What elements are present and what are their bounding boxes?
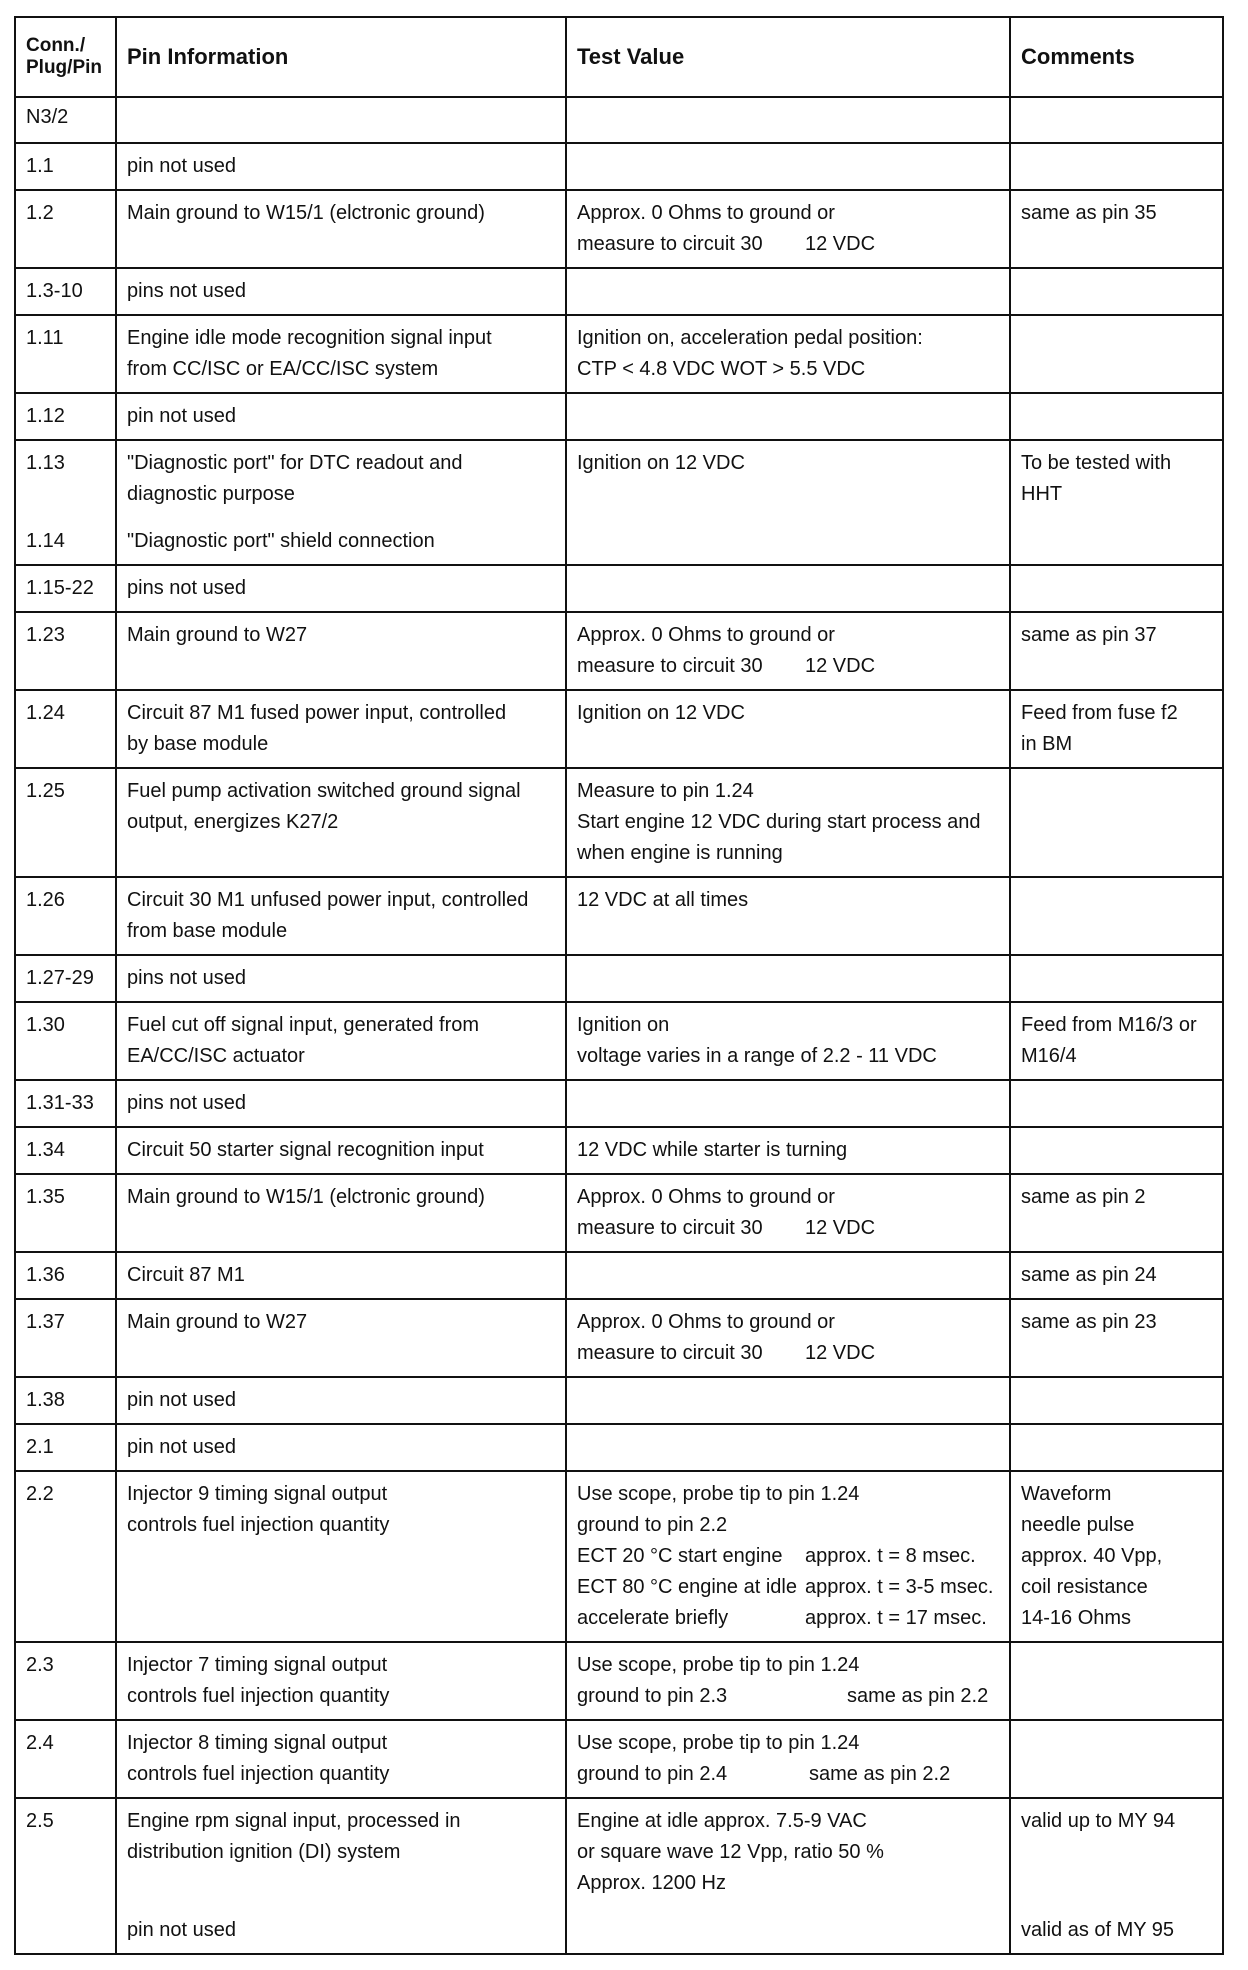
test-value: approx. t = 17 msec. — [805, 1607, 987, 1629]
pin-cell — [116, 1720, 566, 1798]
comments-cell — [1010, 565, 1223, 612]
pin-line: pin not used — [127, 1919, 236, 1941]
test-value: 12 VDC — [805, 1342, 876, 1364]
test-line: measure to circuit 30 — [577, 1342, 763, 1364]
comments-cell — [1010, 143, 1223, 190]
comment-line: same as pin 37 — [1021, 624, 1157, 646]
pin-cell — [116, 97, 566, 143]
test-line: measure to circuit 30 — [577, 655, 763, 677]
pin-line: Main ground to W15/1 (elctronic ground) — [127, 202, 485, 224]
comments-cell — [1010, 1798, 1223, 1954]
test-line: Approx. 0 Ohms to ground or — [577, 202, 835, 224]
table-row — [15, 1377, 1223, 1424]
test-line: ground to pin 2.4 — [577, 1763, 728, 1785]
conn-cell: 1.38 — [15, 1377, 116, 1424]
comments-cell — [1010, 1299, 1223, 1377]
conn-cell: 1.31-33 — [15, 1080, 116, 1127]
table-row — [15, 1424, 1223, 1471]
test-cell — [566, 315, 1010, 393]
pin-cell — [116, 268, 566, 315]
test-cell — [566, 565, 1010, 612]
header-conn: Conn./ Plug/Pin — [15, 17, 116, 97]
conn-line: 1.14 — [26, 530, 65, 552]
test-value: approx. t = 8 msec. — [805, 1545, 976, 1567]
comment-line: Waveform — [1021, 1483, 1112, 1505]
pin-line: Main ground to W15/1 (elctronic ground) — [127, 1186, 485, 1208]
test-cell — [566, 393, 1010, 440]
test-line: ground to pin 2.3 — [577, 1685, 728, 1707]
comments-cell — [1010, 1471, 1223, 1642]
pin-line: controls fuel injection quantity — [127, 1763, 390, 1785]
pin-line: pin not used — [127, 1436, 236, 1458]
pin-cell — [116, 768, 566, 877]
table-row — [15, 612, 1223, 690]
comment-line: valid as of MY 95 — [1021, 1919, 1175, 1941]
header-test-value: Test Value — [566, 17, 1010, 97]
comment-line: Feed from fuse f2 — [1021, 702, 1178, 724]
conn-cell: 2.2 — [15, 1471, 116, 1642]
conn-cell: 1.34 — [15, 1127, 116, 1174]
test-cell — [566, 612, 1010, 690]
comment-line: M16/4 — [1021, 1045, 1077, 1067]
test-cell — [566, 955, 1010, 1002]
test-cell — [566, 1174, 1010, 1252]
test-value: 12 VDC — [805, 1217, 876, 1239]
test-line: Ignition on — [577, 1014, 670, 1036]
comment-line: in BM — [1021, 733, 1073, 755]
comments-cell — [1010, 1080, 1223, 1127]
test-line: Start engine 12 VDC during start process and — [577, 811, 981, 833]
pin-line: Circuit 30 M1 unfused power input, controlled — [127, 889, 529, 911]
comments-cell — [1010, 612, 1223, 690]
pin-cell — [116, 393, 566, 440]
table-row — [15, 143, 1223, 190]
test-line: Approx. 0 Ohms to ground or — [577, 1311, 835, 1333]
pin-line: Circuit 87 M1 — [127, 1264, 245, 1286]
comment-line: To be tested with — [1021, 452, 1172, 474]
comments-cell — [1010, 190, 1223, 268]
pin-cell — [116, 1174, 566, 1252]
comments-cell — [1010, 1002, 1223, 1080]
pin-cell — [116, 143, 566, 190]
pin-table-page — [14, 16, 1222, 1955]
pin-cell — [116, 315, 566, 393]
pin-cell — [116, 190, 566, 268]
table-row — [15, 1127, 1223, 1174]
pin-line: pins not used — [127, 577, 246, 599]
pin-line: controls fuel injection quantity — [127, 1514, 390, 1536]
pin-line: Main ground to W27 — [127, 624, 308, 646]
test-cell — [566, 1127, 1010, 1174]
pin-cell — [116, 1080, 566, 1127]
test-cell — [566, 1720, 1010, 1798]
test-value: approx. t = 3-5 msec. — [805, 1576, 994, 1598]
header-comments: Comments — [1010, 17, 1223, 97]
test-cell — [566, 268, 1010, 315]
pin-cell — [116, 1252, 566, 1299]
pin-line: Injector 9 timing signal output — [127, 1483, 388, 1505]
pin-line: Fuel cut off signal input, generated from — [127, 1014, 480, 1036]
pin-line: pins not used — [127, 280, 246, 302]
pin-cell — [116, 1127, 566, 1174]
conn-cell: 1.24 — [15, 690, 116, 768]
conn-cell: 1.12 — [15, 393, 116, 440]
pin-cell — [116, 690, 566, 768]
comments-cell — [1010, 955, 1223, 1002]
comment-line: same as pin 24 — [1021, 1264, 1157, 1286]
test-line: when engine is running — [577, 842, 783, 864]
pin-line: from base module — [127, 920, 288, 942]
test-value: same as pin 2.2 — [809, 1763, 951, 1785]
test-cell — [566, 190, 1010, 268]
table-row — [15, 393, 1223, 440]
test-cell — [566, 1299, 1010, 1377]
table-row — [15, 1642, 1223, 1720]
pin-line: distribution ignition (DI) system — [127, 1841, 401, 1863]
pin-line: Engine idle mode recognition signal input — [127, 327, 492, 349]
test-value: 12 VDC — [805, 655, 876, 677]
comments-cell — [1010, 440, 1223, 565]
comments-cell — [1010, 1174, 1223, 1252]
comment-line: Feed from M16/3 or — [1021, 1014, 1197, 1036]
pin-line: controls fuel injection quantity — [127, 1685, 390, 1707]
pin-line: Circuit 50 starter signal recognition input — [127, 1139, 484, 1161]
pin-cell — [116, 1377, 566, 1424]
test-cell — [566, 1642, 1010, 1720]
test-line: Ignition on 12 VDC — [577, 702, 745, 724]
conn-cell: 1.15-22 — [15, 565, 116, 612]
pin-cell — [116, 612, 566, 690]
comment-line: same as pin 35 — [1021, 202, 1157, 224]
pin-cell — [116, 1424, 566, 1471]
test-line: measure to circuit 30 — [577, 1217, 763, 1239]
test-line: Ignition on, acceleration pedal position: — [577, 327, 923, 349]
test-cell — [566, 1377, 1010, 1424]
table-row — [15, 315, 1223, 393]
test-line: 12 VDC at all times — [577, 889, 749, 911]
table-row — [15, 1080, 1223, 1127]
conn-cell: 1.35 — [15, 1174, 116, 1252]
comment-line: approx. 40 Vpp, — [1021, 1545, 1163, 1567]
comment-line: same as pin 23 — [1021, 1311, 1157, 1333]
comments-cell — [1010, 877, 1223, 955]
conn-cell: 1.1 — [15, 143, 116, 190]
pin-line: EA/CC/ISC actuator — [127, 1045, 305, 1067]
comments-cell — [1010, 393, 1223, 440]
comments-cell — [1010, 1377, 1223, 1424]
header-pin-information: Pin Information — [116, 17, 566, 97]
conn-cell: 1.36 — [15, 1252, 116, 1299]
comments-cell — [1010, 1127, 1223, 1174]
test-line: voltage varies in a range of 2.2 - 11 VDC — [577, 1045, 937, 1067]
table-row — [15, 1252, 1223, 1299]
table-row — [15, 565, 1223, 612]
test-cell — [566, 97, 1010, 143]
conn-cell: 2.4 — [15, 1720, 116, 1798]
conn-cell: N3/2 — [15, 97, 116, 143]
pin-line: Circuit 87 M1 fused power input, controlled — [127, 702, 507, 724]
test-line: Approx. 0 Ohms to ground or — [577, 624, 835, 646]
conn-cell: 1.37 — [15, 1299, 116, 1377]
table-row — [15, 440, 1223, 565]
conn-cell: 1.2 — [15, 190, 116, 268]
conn-cell: 1.23 — [15, 612, 116, 690]
comment-line: coil resistance — [1021, 1576, 1148, 1598]
test-line: Approx. 1200 Hz — [577, 1872, 726, 1894]
table-row — [15, 1798, 1223, 1954]
pin-line: "Diagnostic port" for DTC readout and — [127, 452, 463, 474]
table-row — [15, 1299, 1223, 1377]
pin-line: pin not used — [127, 155, 236, 177]
table-row — [15, 268, 1223, 315]
test-cell — [566, 1471, 1010, 1642]
comments-cell — [1010, 1720, 1223, 1798]
test-cell — [566, 1798, 1010, 1954]
test-line: Use scope, probe tip to pin 1.24 — [577, 1483, 860, 1505]
pin-line: diagnostic purpose — [127, 483, 295, 505]
pin-line: pins not used — [127, 1092, 246, 1114]
table-row — [15, 1174, 1223, 1252]
pin-line: Engine rpm signal input, processed in — [127, 1810, 461, 1832]
pin-line: Fuel pump activation switched ground signal — [127, 780, 521, 802]
test-line: Approx. 0 Ohms to ground or — [577, 1186, 835, 1208]
test-line: ground to pin 2.2 — [577, 1514, 728, 1536]
test-line: or square wave 12 Vpp, ratio 50 % — [577, 1841, 884, 1863]
test-value: 12 VDC — [805, 233, 876, 255]
table-row — [15, 190, 1223, 268]
test-line: CTP < 4.8 VDC WOT > 5.5 VDC — [577, 358, 866, 380]
test-value: same as pin 2.2 — [847, 1685, 989, 1707]
comment-line: valid up to MY 94 — [1021, 1810, 1176, 1832]
table-row — [15, 955, 1223, 1002]
test-cell — [566, 877, 1010, 955]
comment-line: HHT — [1021, 483, 1063, 505]
pin-line: "Diagnostic port" shield connection — [127, 530, 435, 552]
test-cell — [566, 1002, 1010, 1080]
pin-cell — [116, 1798, 566, 1954]
comments-cell — [1010, 1642, 1223, 1720]
test-cell — [566, 143, 1010, 190]
conn-cell: 2.1 — [15, 1424, 116, 1471]
table-row — [15, 768, 1223, 877]
pin-cell — [116, 955, 566, 1002]
test-cell — [566, 690, 1010, 768]
conn-cell: 2.5 — [15, 1798, 116, 1954]
pin-line: pins not used — [127, 967, 246, 989]
pin-cell — [116, 440, 566, 565]
table-row — [15, 97, 1223, 143]
comment-line: needle pulse — [1021, 1514, 1135, 1536]
comments-cell — [1010, 268, 1223, 315]
test-condition: ECT 20 °C start engine — [577, 1545, 783, 1567]
comments-cell — [1010, 1424, 1223, 1471]
pin-cell — [116, 1642, 566, 1720]
pin-cell — [116, 877, 566, 955]
pin-cell — [116, 1002, 566, 1080]
test-cell — [566, 1252, 1010, 1299]
test-line: Use scope, probe tip to pin 1.24 — [577, 1654, 860, 1676]
comments-cell — [1010, 315, 1223, 393]
comments-cell — [1010, 690, 1223, 768]
comments-cell — [1010, 97, 1223, 143]
conn-cell: 1.11 — [15, 315, 116, 393]
test-line: Engine at idle approx. 7.5-9 VAC — [577, 1810, 867, 1832]
test-condition: ECT 80 °C engine at idle — [577, 1576, 797, 1598]
pin-cell — [116, 1299, 566, 1377]
comment-line: same as pin 2 — [1021, 1186, 1146, 1208]
conn-cell: 1.30 — [15, 1002, 116, 1080]
comments-cell — [1010, 768, 1223, 877]
conn-cell: 1.26 — [15, 877, 116, 955]
test-line: 12 VDC while starter is turning — [577, 1139, 848, 1161]
pin-cell — [116, 1471, 566, 1642]
test-cell — [566, 1080, 1010, 1127]
comment-line: 14-16 Ohms — [1021, 1607, 1132, 1629]
test-cell — [566, 1424, 1010, 1471]
test-line: Ignition on 12 VDC — [577, 452, 745, 474]
pin-line: output, energizes K27/2 — [127, 811, 339, 833]
table-row — [15, 1002, 1223, 1080]
conn-cell: 2.3 — [15, 1642, 116, 1720]
pin-line: Injector 8 timing signal output — [127, 1732, 388, 1754]
conn-cell: 1.27-29 — [15, 955, 116, 1002]
conn-cell — [15, 440, 116, 565]
table-row — [15, 1720, 1223, 1798]
pin-line: Injector 7 timing signal output — [127, 1654, 388, 1676]
conn-cell: 1.3-10 — [15, 268, 116, 315]
pin-line: pin not used — [127, 405, 236, 427]
pin-line: by base module — [127, 733, 269, 755]
pin-assignment-table — [14, 16, 1224, 1955]
pin-cell — [116, 565, 566, 612]
test-cell — [566, 440, 1010, 565]
conn-cell: 1.25 — [15, 768, 116, 877]
test-condition: accelerate briefly — [577, 1607, 729, 1629]
comments-cell — [1010, 1252, 1223, 1299]
table-row — [15, 1471, 1223, 1642]
pin-line: pin not used — [127, 1389, 236, 1411]
table-row — [15, 877, 1223, 955]
test-cell — [566, 768, 1010, 877]
conn-line: 1.13 — [26, 452, 65, 474]
test-line: Use scope, probe tip to pin 1.24 — [577, 1732, 860, 1754]
pin-line: Main ground to W27 — [127, 1311, 308, 1333]
table-header-row — [15, 17, 1223, 97]
test-line: measure to circuit 30 — [577, 233, 763, 255]
test-line: Measure to pin 1.24 — [577, 780, 754, 802]
pin-line: from CC/ISC or EA/CC/ISC system — [127, 358, 439, 380]
table-row — [15, 690, 1223, 768]
